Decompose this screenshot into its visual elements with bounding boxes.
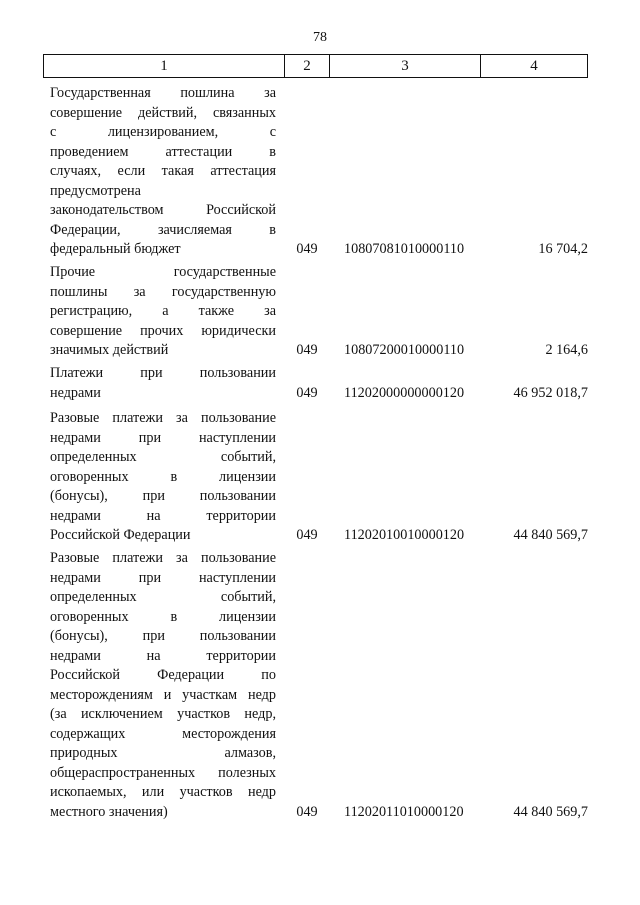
- description-line: Российской Федерации по: [50, 667, 276, 683]
- description-line: (за исключением участков недр,: [50, 706, 276, 722]
- description-line: регистрацию, а также за: [50, 303, 276, 319]
- description-line: Прочие государственные: [50, 264, 276, 280]
- description-line: (бонусы), при пользовании: [50, 628, 276, 644]
- description-line: случаях, если такая аттестация: [50, 163, 276, 179]
- description-line: законодательством Российской: [50, 202, 276, 218]
- amount-value: 44 840 569,7: [513, 803, 588, 820]
- admin-code: 049: [296, 342, 318, 358]
- budget-class-code: 11202000000000120: [344, 384, 465, 401]
- table-row: [0, 84, 640, 260]
- description-line: местного значения): [50, 803, 168, 820]
- row-description: [50, 263, 276, 361]
- column-header-3: 3: [330, 55, 481, 78]
- budget-class-code: 10807200010000110: [344, 342, 465, 358]
- description-line: недрами на территории: [50, 507, 276, 524]
- row-description: [50, 84, 276, 260]
- description-line: значимых действий: [50, 342, 169, 358]
- amount-value: 44 840 569,7: [513, 527, 588, 543]
- admin-code: 049: [296, 803, 318, 820]
- description-line: пошлины за государственную: [50, 283, 276, 300]
- description-line: с лицензированием, с: [50, 124, 276, 140]
- description-line: оговоренных в лицензии: [50, 608, 276, 625]
- description-line: природных алмазов,: [50, 745, 276, 761]
- page-number: 78: [313, 30, 327, 45]
- description-line: Разовые платежи за пользование: [50, 410, 276, 426]
- column-header-1: 1: [44, 55, 285, 78]
- description-line: Российской Федерации: [50, 527, 191, 543]
- description-line: Разовые платежи за пользование: [50, 550, 276, 566]
- admin-code: 049: [296, 241, 318, 257]
- amount-value: 46 952 018,7: [513, 384, 588, 401]
- description-line: Государственная пошлина за: [50, 85, 276, 101]
- admin-code: 049: [296, 384, 318, 401]
- table-row: [0, 263, 640, 361]
- description-line: совершение прочих юридически: [50, 322, 276, 339]
- description-line: Платежи при пользовании: [50, 365, 276, 381]
- description-line: недрами: [50, 384, 101, 401]
- amount-value: 2 164,6: [545, 342, 588, 358]
- description-line: общераспространенных полезных: [50, 764, 276, 781]
- table-row: [0, 549, 640, 822]
- amount-value: 16 704,2: [538, 241, 588, 257]
- description-line: определенных событий,: [50, 589, 276, 605]
- row-description: [50, 549, 276, 822]
- table-row: [0, 409, 640, 546]
- description-line: совершение действий, связанных: [50, 104, 276, 121]
- description-line: недрами на территории: [50, 647, 276, 664]
- column-header-4: 4: [481, 55, 588, 78]
- row-description: [50, 364, 276, 403]
- description-line: содержащих месторождения: [50, 725, 276, 742]
- description-line: Федерации, зачисляемая в: [50, 221, 276, 238]
- description-line: предусмотрена: [50, 182, 141, 199]
- budget-class-code: 11202010010000120: [344, 527, 465, 543]
- budget-class-code: 10807081010000110: [344, 241, 465, 257]
- description-line: проведением аттестации в: [50, 143, 276, 160]
- description-line: оговоренных в лицензии: [50, 468, 276, 485]
- budget-class-code: 11202011010000120: [344, 803, 464, 820]
- column-header-row: [44, 55, 588, 78]
- description-line: месторождениям и участкам недр: [50, 686, 276, 703]
- description-line: недрами при наступлении: [50, 569, 276, 586]
- description-line: недрами при наступлении: [50, 429, 276, 446]
- table-row: [0, 364, 640, 403]
- description-line: определенных событий,: [50, 449, 276, 465]
- description-line: ископаемых, или участков недр: [50, 784, 276, 800]
- admin-code: 049: [296, 527, 318, 543]
- column-header-2: 2: [285, 55, 330, 78]
- description-line: (бонусы), при пользовании: [50, 488, 276, 504]
- column-header-table: [43, 54, 588, 78]
- description-line: федеральный бюджет: [50, 241, 181, 257]
- row-description: [50, 409, 276, 546]
